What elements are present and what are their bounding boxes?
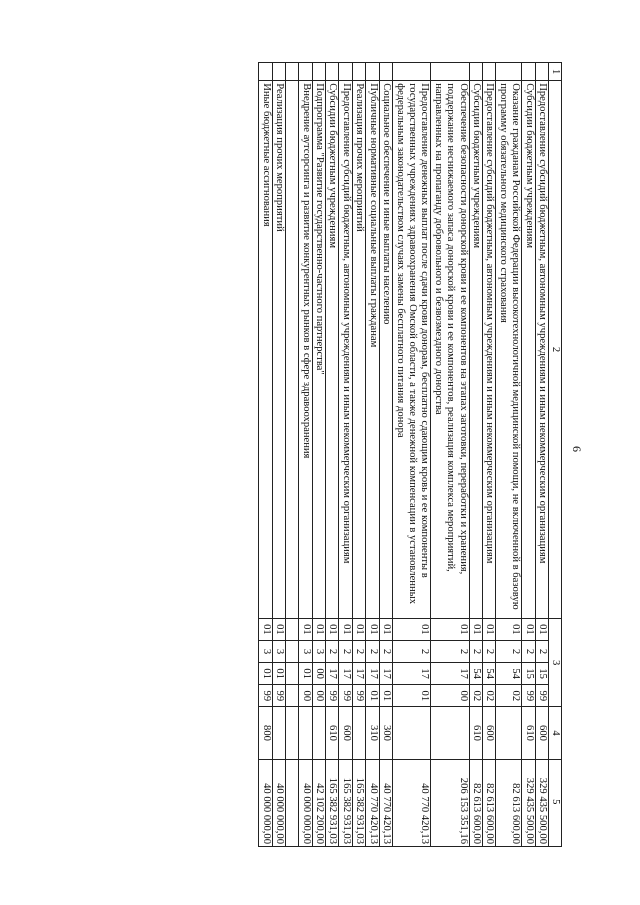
row-marker: [352, 63, 365, 81]
code-part: 02: [469, 685, 482, 707]
blank-cell: [286, 663, 299, 685]
row-name: Предоставление субсидий бюджетным, автономным учреждениям и иным некоммерческим организациям: [535, 81, 548, 619]
code-part: 54: [469, 663, 482, 685]
code-part: 00: [431, 685, 469, 707]
code-part: 17: [393, 663, 431, 685]
blank-cell: [286, 63, 299, 81]
row-marker: [496, 63, 522, 81]
code-part: 01: [259, 618, 272, 640]
page-number: 6: [570, 446, 584, 452]
code-part: 00: [312, 685, 325, 707]
expense-type: [272, 707, 285, 759]
row-sum: 40 000 000,00: [272, 759, 285, 846]
code-part: 02: [496, 685, 522, 707]
code-part: 02: [482, 685, 495, 707]
table-row: [522, 63, 535, 847]
code-part: 01: [522, 618, 535, 640]
code-part: 01: [379, 685, 392, 707]
code-part: 2: [366, 640, 379, 662]
code-part: 99: [272, 685, 285, 707]
code-part: 3: [299, 640, 312, 662]
code-part: 99: [535, 685, 548, 707]
row-marker: [522, 63, 535, 81]
code-part: 2: [522, 640, 535, 662]
row-name: Предоставление субсидий бюджетным, автономным учреждениям и иным некоммерческим организациям: [339, 81, 352, 619]
blank-cell: [286, 640, 299, 662]
code-part: 3: [259, 640, 272, 662]
table-row: [259, 63, 272, 847]
code-part: 01: [272, 618, 285, 640]
expense-type: 800: [259, 707, 272, 759]
header-col-3: 3: [549, 618, 562, 707]
code-part: 01: [312, 618, 325, 640]
expense-type: 600: [482, 707, 495, 759]
row-marker: [431, 63, 469, 81]
blank-cell: [286, 707, 299, 759]
table-row: [379, 63, 392, 847]
code-part: 01: [535, 618, 548, 640]
code-part: 54: [482, 663, 495, 685]
table-row: [469, 63, 482, 847]
row-marker: [366, 63, 379, 81]
code-part: 01: [339, 618, 352, 640]
table-row: [312, 63, 325, 847]
code-part: 01: [379, 618, 392, 640]
table-row: [496, 63, 522, 847]
code-part: 01: [482, 618, 495, 640]
expense-type: 610: [469, 707, 482, 759]
code-part: 2: [482, 640, 495, 662]
code-part: 01: [496, 618, 522, 640]
row-name: Субсидии бюджетным учреждениям: [522, 81, 535, 619]
code-part: 01: [393, 685, 431, 707]
code-part: 99: [326, 685, 339, 707]
expense-type: 300: [379, 707, 392, 759]
row-name: Реализация прочих мероприятий: [272, 81, 285, 619]
code-part: 99: [522, 685, 535, 707]
code-part: 2: [535, 640, 548, 662]
row-sum: 40 770 420,13: [379, 759, 392, 846]
header-col-4: 4: [549, 707, 562, 759]
table-row: [299, 63, 312, 847]
blank-row: [286, 63, 299, 847]
row-sum: 165 382 931,03: [326, 759, 339, 846]
code-part: 2: [431, 640, 469, 662]
row-name: Социальное обеспечение и иные выплаты населению: [379, 81, 392, 619]
code-part: 15: [535, 663, 548, 685]
code-part: 15: [522, 663, 535, 685]
code-part: 3: [312, 640, 325, 662]
code-part: 01: [299, 618, 312, 640]
table-row: [393, 63, 431, 847]
code-part: 17: [326, 663, 339, 685]
code-part: 01: [272, 663, 285, 685]
budget-table: [258, 62, 562, 847]
row-marker: [379, 63, 392, 81]
header-col-1: 1: [549, 63, 562, 81]
table-row: [339, 63, 352, 847]
row-name: Обеспечение безопасности донорской крови и ее компонентов на этапах заготовки, переработки и хранения, поддержание неснижаемого запаса донорской крови и ее компонентов, реализация комплекса мероприятий, направленных на пропаганду добровольного и безвозмездного донорства: [431, 81, 469, 619]
header-col-5: 5: [549, 759, 562, 846]
table-row: [482, 63, 495, 847]
row-name: Субсидии бюджетным учреждениям: [469, 81, 482, 619]
expense-type: [312, 707, 325, 759]
expense-type: [299, 707, 312, 759]
code-part: 2: [379, 640, 392, 662]
row-sum: 82 613 600,00: [469, 759, 482, 846]
table-row: [326, 63, 339, 847]
expense-type: 610: [522, 707, 535, 759]
expense-type: [496, 707, 522, 759]
row-marker: [393, 63, 431, 81]
row-name: Публичные нормативные социальные выплаты гражданам: [366, 81, 379, 619]
code-part: 17: [431, 663, 469, 685]
row-marker: [272, 63, 285, 81]
code-part: 17: [366, 663, 379, 685]
table-row: [352, 63, 365, 847]
expense-type: [393, 707, 431, 759]
expense-type: 600: [535, 707, 548, 759]
row-marker: [259, 63, 272, 81]
code-part: 01: [366, 685, 379, 707]
code-part: 2: [352, 640, 365, 662]
code-part: 2: [339, 640, 352, 662]
code-part: 01: [352, 618, 365, 640]
header-row: [549, 63, 562, 847]
row-name: Предоставление денежных выплат после сдачи крови донорам, бесплатно сдающим кровь и ее компоненты в государственных учреждениях здравоохранения Омской области, а также денежной компенсации в установленных федеральным законодательством случаях замены бесплатного питания донора: [393, 81, 431, 619]
row-sum: 40 000 000,00: [299, 759, 312, 846]
row-sum: 40 770 420,13: [366, 759, 379, 846]
code-part: 2: [326, 640, 339, 662]
code-part: 01: [431, 618, 469, 640]
row-name: Субсидии бюджетным учреждениям: [326, 81, 339, 619]
row-marker: [535, 63, 548, 81]
code-part: 01: [393, 618, 431, 640]
table-row: [431, 63, 469, 847]
code-part: 01: [469, 618, 482, 640]
code-part: 01: [366, 618, 379, 640]
code-part: 01: [299, 663, 312, 685]
code-part: 2: [393, 640, 431, 662]
row-sum: 42 102 200,00: [312, 759, 325, 846]
row-sum: 165 382 931,03: [339, 759, 352, 846]
table-row: [366, 63, 379, 847]
code-part: 00: [312, 663, 325, 685]
code-part: 2: [469, 640, 482, 662]
expense-type: 310: [366, 707, 379, 759]
row-name: Внедрение аутсорсинга и развитие конкурентных рынков в сфере здравоохранения: [299, 81, 312, 619]
code-part: 54: [496, 663, 522, 685]
code-part: 01: [259, 663, 272, 685]
row-sum: 165 382 931,03: [352, 759, 365, 846]
code-part: 99: [259, 685, 272, 707]
code-part: 17: [352, 663, 365, 685]
header-col-2: 2: [549, 81, 562, 619]
expense-type: 610: [326, 707, 339, 759]
row-marker: [339, 63, 352, 81]
row-marker: [326, 63, 339, 81]
row-sum: 329 435 500,00: [522, 759, 535, 846]
blank-cell: [286, 618, 299, 640]
code-part: 17: [379, 663, 392, 685]
expense-type: [352, 707, 365, 759]
blank-cell: [286, 685, 299, 707]
row-name: Предоставление субсидий бюджетным, автономным учреждениям и иным некоммерческим организациям: [482, 81, 495, 619]
row-sum: 40 770 420,13: [393, 759, 431, 846]
code-part: 99: [352, 685, 365, 707]
row-marker: [469, 63, 482, 81]
row-sum: 82 613 600,00: [496, 759, 522, 846]
rotated-table-block: [82, 62, 584, 847]
table-row: [272, 63, 285, 847]
row-sum: 82 613 600,00: [482, 759, 495, 846]
blank-cell: [286, 81, 299, 619]
row-name: Оказание гражданам Российской Федерации высокотехнологичной медицинской помощи, не включенной в базовую программу обязательного медицинского страхования: [496, 81, 522, 619]
expense-type: [431, 707, 469, 759]
row-name: Подпрограмма "Развитие государственно-частного партнерства": [312, 81, 325, 619]
expense-type: 600: [339, 707, 352, 759]
code-part: 01: [326, 618, 339, 640]
row-sum: 206 153 351,16: [431, 759, 469, 846]
code-part: 3: [272, 640, 285, 662]
row-name: Реализация прочих мероприятий: [352, 81, 365, 619]
row-marker: [312, 63, 325, 81]
code-part: 2: [496, 640, 522, 662]
code-part: 00: [299, 685, 312, 707]
row-marker: [482, 63, 495, 81]
row-name: Иные бюджетные ассигнования: [259, 81, 272, 619]
row-sum: 40 000 000,00: [259, 759, 272, 846]
blank-cell: [286, 759, 299, 846]
row-sum: 329 435 500,00: [535, 759, 548, 846]
table-row: [535, 63, 548, 847]
row-marker: [299, 63, 312, 81]
code-part: 99: [339, 685, 352, 707]
code-part: 17: [339, 663, 352, 685]
